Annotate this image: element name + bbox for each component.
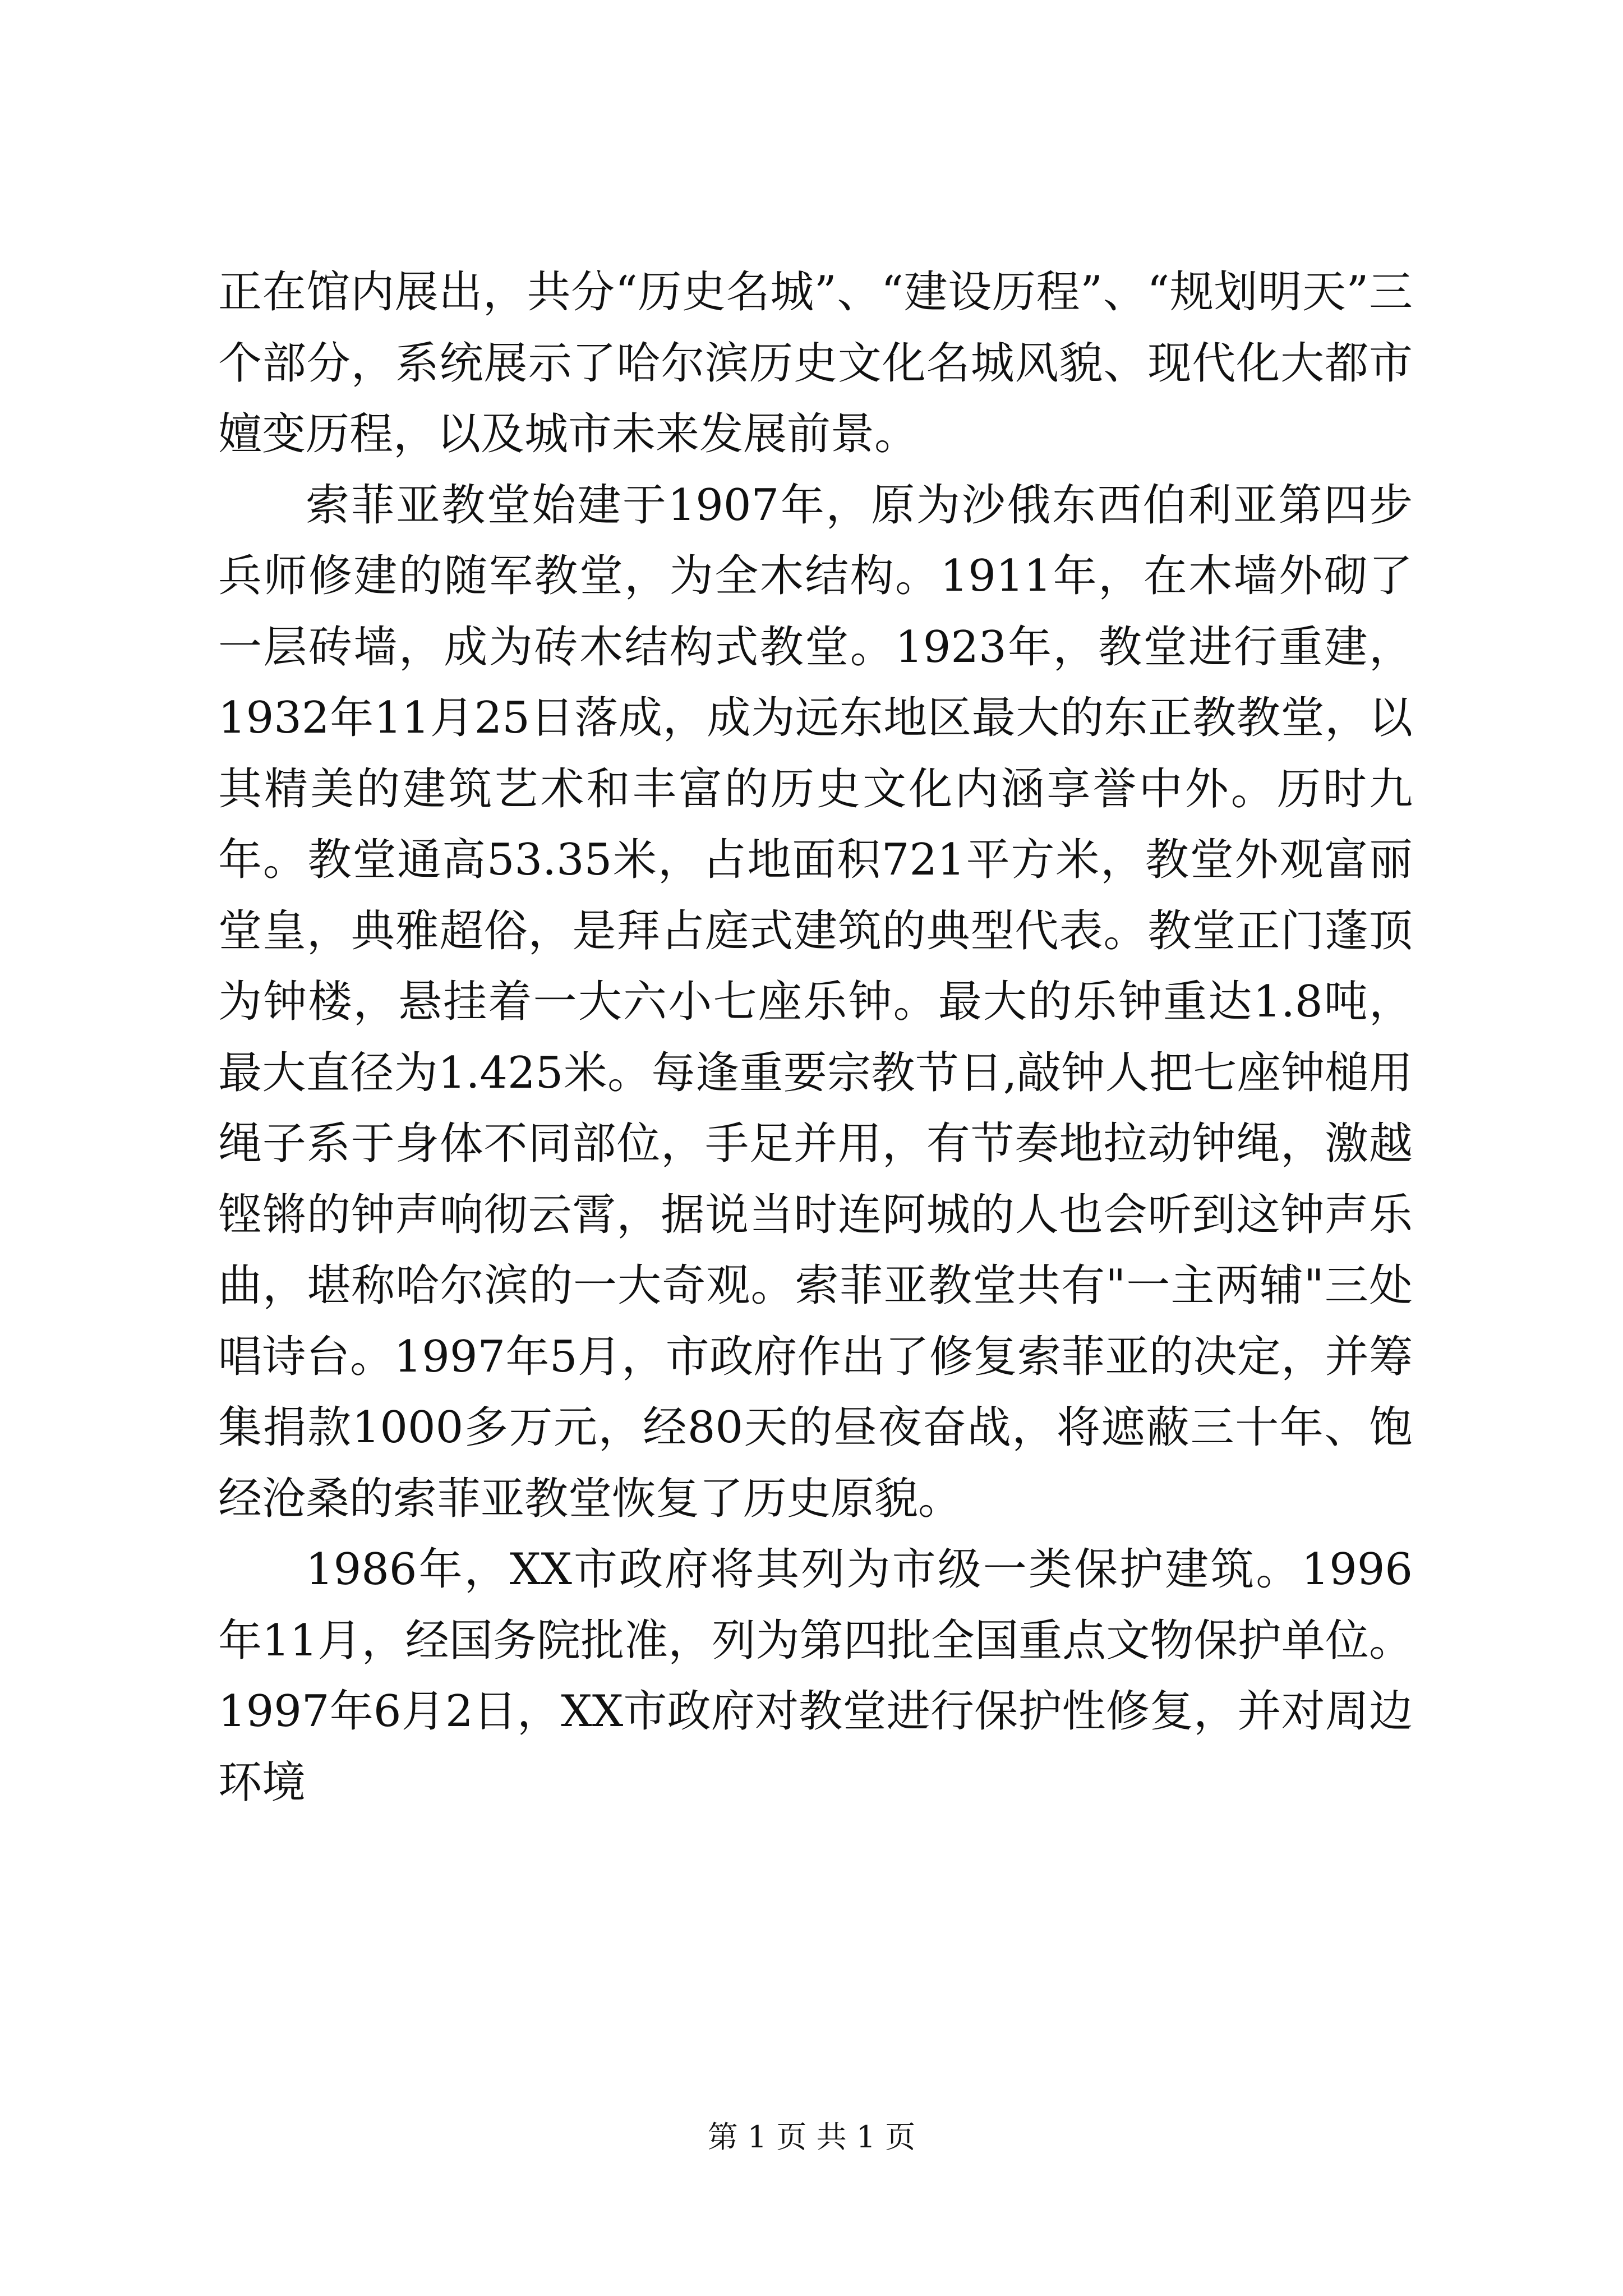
document-body bbox=[218, 257, 1413, 1818]
paragraph-exhibition: 正在馆内展出，共分“历史名城”、“建设历程”、“规划明天”三个部分，系统展示了哈尔滨历史文化名城风貌、现代化大都市嬗变历程，以及城市未来发展前景。 bbox=[218, 267, 1413, 459]
paragraph-sophia-cathedral: 索菲亚教堂始建于1907年，原为沙俄东西伯利亚第四步兵师修建的随军教堂，为全木结构。1911年，在木墙外砌了一层砖墙，成为砖木结构式教堂。1923年，教堂进行重建，1932年11月25日落成，成为远东地区最大的东正教教堂，以其精美的建筑艺术和丰富的历史文化内涵享誉中外。历时九年。教堂通高53.35米，占地面积721平方米，教堂外观富丽堂皇，典雅超俗，是拜占庭式建筑的典型代表。教堂正门蓬顶为钟楼，悬挂着一大六小七座乐钟。最大的乐钟重达1.8吨，最大直径为1.425米。每逢重要宗教节日,敲钟人把七座钟槌用绳子系于身体不同部位，手足并用，有节奏地拉动钟绳，激越铿锵的钟声响彻云霄，据说当时连阿城的人也会听到这钟声乐曲，堪称哈尔滨的一大奇观。索菲亚教堂共有"一主两辅"三处唱诗台。1997年5月，市政府作出了修复索菲亚的决定，并筹集捐款1000多万元，经80天的昼夜奋战，将遮蔽三十年、饱经沧桑的索菲亚教堂恢复了历史原貌。 bbox=[218, 480, 1413, 1524]
paragraph-protection-history: 1986年，XX市政府将其列为市级一类保护建筑。1996年11月，经国务院批准，列为第四批全国重点文物保护单位。1997年6月2日，XX市政府对教堂进行保护性修复，并对周边环境 bbox=[218, 1544, 1413, 1808]
page-number-footer: 第 1 页 共 1 页 bbox=[707, 2119, 916, 2155]
